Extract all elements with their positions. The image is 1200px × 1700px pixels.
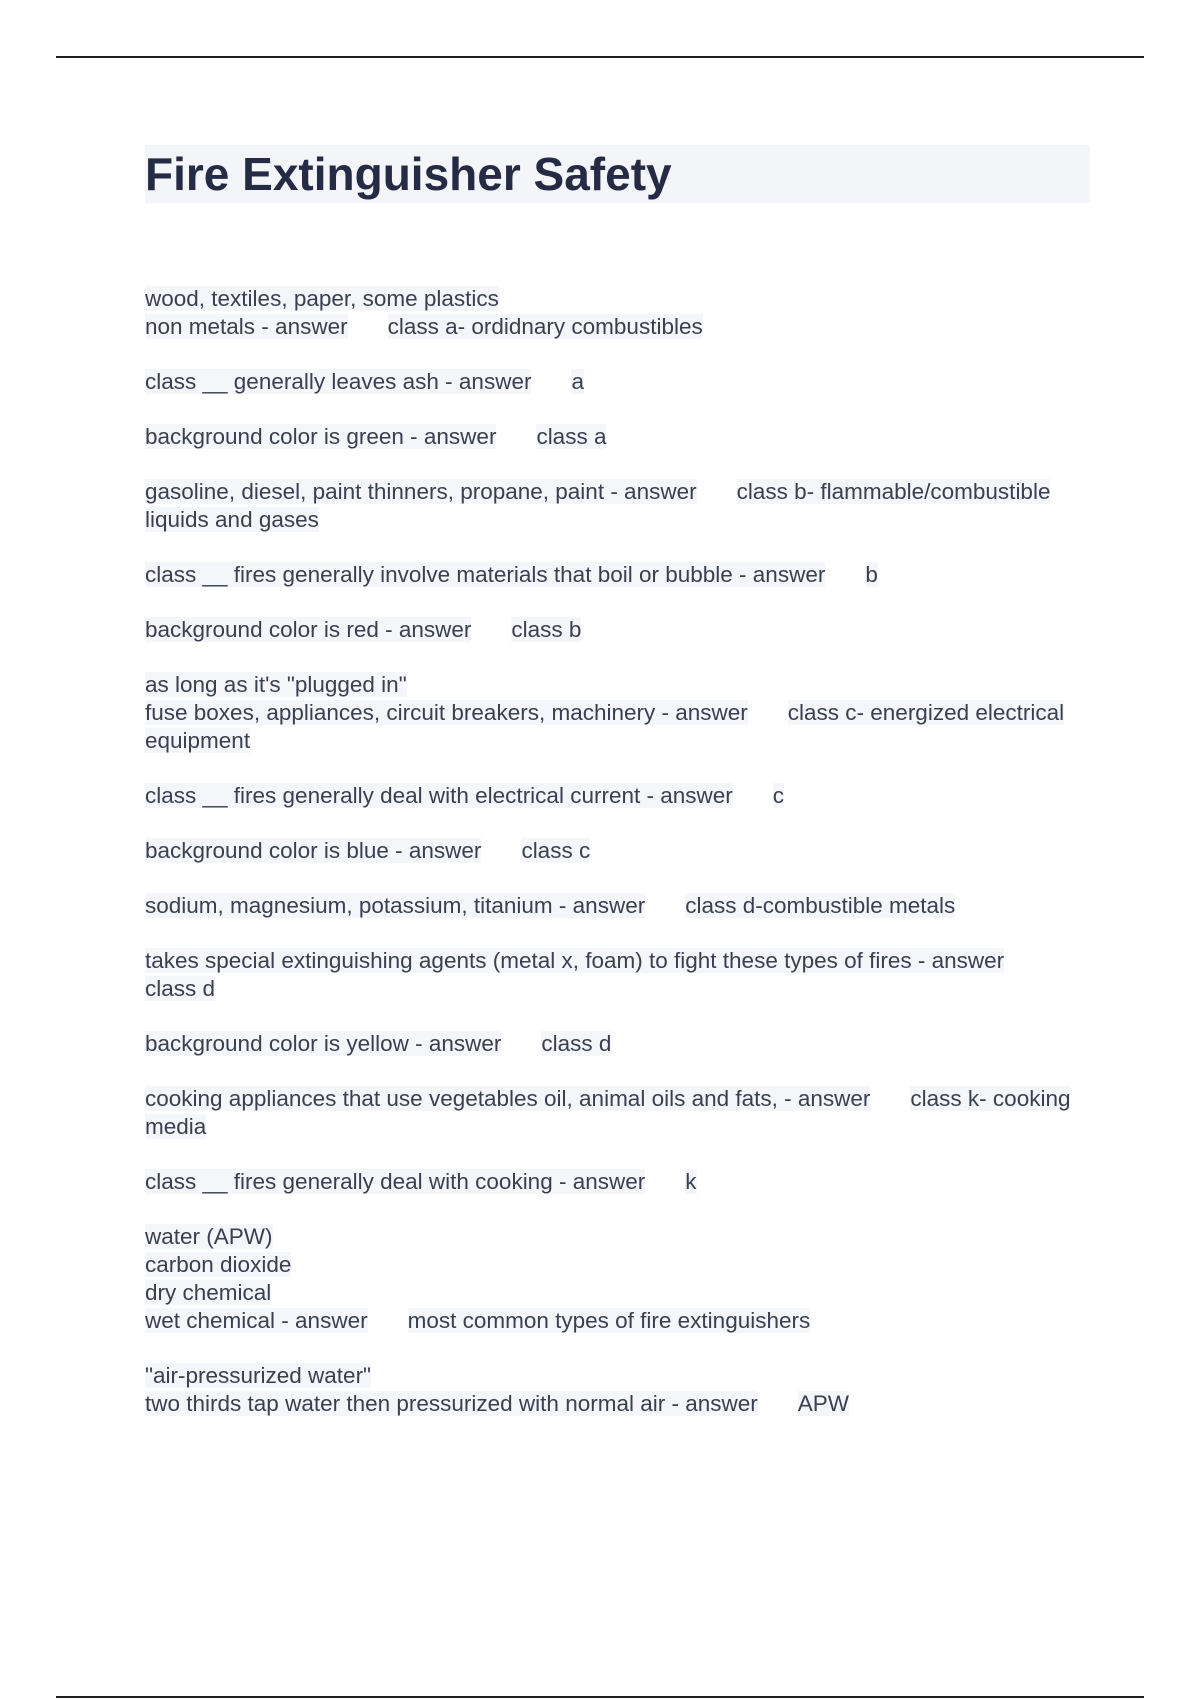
question-line: non metals - answer (145, 314, 348, 339)
answer-text: class d (145, 976, 216, 1001)
question-line: background color is yellow - answer (145, 1031, 502, 1056)
question-line: class __ fires generally deal with electrical current - answer (145, 783, 733, 808)
header-rule (56, 56, 1144, 58)
flashcard-entry (145, 892, 1090, 920)
question-line: background color is red - answer (145, 617, 472, 642)
answer-text: APW (797, 1391, 850, 1416)
answer-text: class d (541, 1031, 612, 1056)
flashcard-entry (145, 1362, 1090, 1418)
question-line: background color is green - answer (145, 424, 497, 449)
flashcard-entry (145, 1168, 1090, 1196)
title-banner (145, 145, 1090, 203)
flashcard-entry (145, 671, 1090, 755)
answer-text: class d-combustible metals (685, 893, 956, 918)
question-line: cooking appliances that use vegetables oil, animal oils and fats, - answer (145, 1086, 871, 1111)
flashcard-entry (145, 285, 1090, 341)
question-line: background color is blue - answer (145, 838, 482, 863)
flashcard-entry (145, 561, 1090, 589)
answer-text: class c- energized electrical equipment (145, 700, 1065, 753)
flashcard-entry (145, 616, 1090, 644)
flashcard-entry (145, 1030, 1090, 1058)
question-line: wet chemical - answer (145, 1308, 368, 1333)
answer-text: b (865, 562, 878, 587)
flashcard-entry (145, 423, 1090, 451)
question-line: fuse boxes, appliances, circuit breakers, machinery - answer (145, 700, 748, 725)
question-line: two thirds tap water then pressurized with normal air - answer (145, 1391, 758, 1416)
question-line: dry chemical (145, 1280, 272, 1305)
answer-text: class b- flammable/combustible liquids and gases (145, 479, 1051, 532)
question-line: gasoline, diesel, paint thinners, propane, paint - answer (145, 479, 697, 504)
question-line: class __ fires generally deal with cooking - answer (145, 1169, 646, 1194)
flashcard-entry (145, 1223, 1090, 1335)
answer-text: class a (536, 424, 607, 449)
question-line: "air-pressurized water" (145, 1363, 372, 1388)
question-line: wood, textiles, paper, some plastics (145, 286, 499, 311)
question-line: carbon dioxide (145, 1252, 292, 1277)
question-line: class __ generally leaves ash - answer (145, 369, 532, 394)
document-title: Fire Extinguisher Safety (145, 148, 672, 200)
question-line: class __ fires generally involve materials that boil or bubble - answer (145, 562, 826, 587)
answer-text: class b (511, 617, 582, 642)
answer-text: class k- cooking media (145, 1086, 1071, 1139)
answer-text: class a- ordidnary combustibles (387, 314, 703, 339)
flashcard-entry (145, 1085, 1090, 1141)
answer-text: c (772, 783, 784, 808)
answer-text: a (571, 369, 584, 394)
answer-text: k (685, 1169, 697, 1194)
question-line: sodium, magnesium, potassium, titanium - answer (145, 893, 646, 918)
answer-text: most common types of fire extinguishers (407, 1308, 811, 1333)
flashcard-entry (145, 782, 1090, 810)
flashcard-entry (145, 478, 1090, 534)
question-line: takes special extinguishing agents (metal x, foam) to fight these types of fires - answer (145, 948, 1005, 973)
question-line: as long as it's "plugged in" (145, 672, 407, 697)
document-body (145, 145, 1090, 1445)
question-line: water (APW) (145, 1224, 273, 1249)
answer-text: class c (521, 838, 591, 863)
flashcard-entry (145, 837, 1090, 865)
flashcard-entry (145, 368, 1090, 396)
footer-rule (56, 1696, 1144, 1698)
flashcard-entry (145, 947, 1090, 1003)
flashcard-list (145, 285, 1090, 1418)
